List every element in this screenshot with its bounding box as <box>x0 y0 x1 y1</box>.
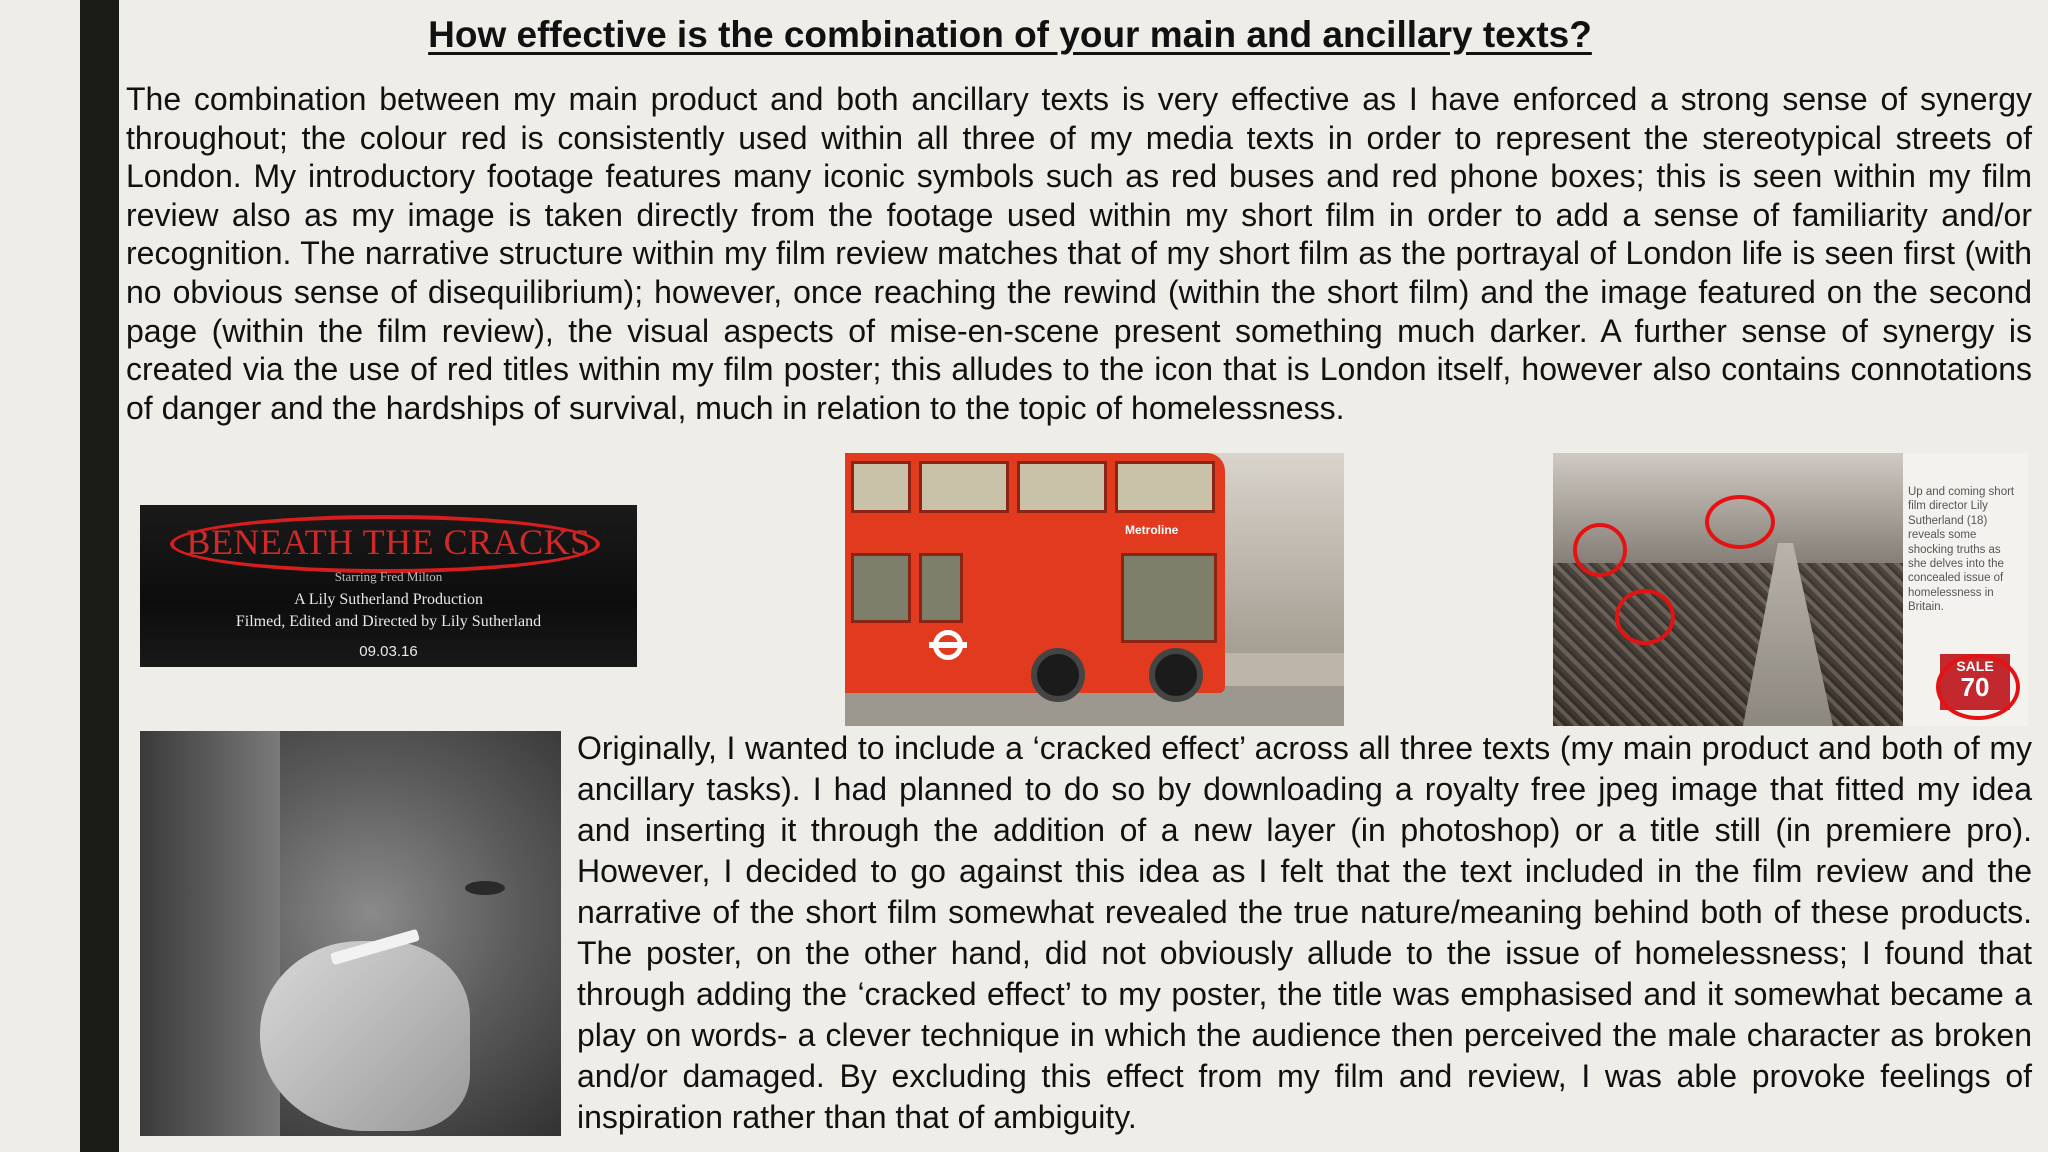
paragraph-synergy: The combination between my main product and both ancillary texts is very effective as I have enforced a strong sense of synergy throughout; the colour red is consistently used within all three of my media texts in order to represent the stereotypical streets of London. My introductory footage features many iconic symbols such as red buses and red phone boxes; this is seen within my film review also as my image is taken directly from the footage used within my short film in order to add a sense of familiarity and/or recognition. The narrative structure within my film review matches that of my short film as the portrayal of London life is seen first (with no obvious sense of disequilibrium); however, once reaching the rewind (within the short film) and the image featured on the second page (within the film review), the visual aspects of mise-en-scene present something much darker. A further sense of synergy is created via the use of red titles within my film poster; this alludes to the icon that is London itself, however also contains connotations of danger and the hardships of survival, much in relation to the topic of homelessness. <box>126 81 2032 426</box>
film-title-text: BENEATH THE CRACKS <box>186 522 591 562</box>
crowd <box>1553 563 1923 726</box>
street-crowd-image <box>1553 453 2028 726</box>
highlight-ring <box>1705 495 1775 549</box>
sale-value: 70 <box>1960 672 1990 702</box>
red-bus-image <box>845 453 1344 726</box>
bus-window <box>851 553 911 623</box>
film-date: 09.03.16 <box>359 643 418 660</box>
bus-wheel <box>1031 648 1085 702</box>
highlight-ring <box>1936 654 2020 720</box>
smoking-portrait-image <box>140 731 561 1136</box>
portrait-shadow <box>140 731 280 1136</box>
portrait-hand <box>260 941 470 1131</box>
bus-wheel <box>1149 648 1203 702</box>
film-starring: Starring Fred Milton <box>334 569 443 584</box>
film-title-still <box>140 505 637 667</box>
highlight-ring <box>170 515 600 573</box>
bus-window <box>919 553 963 623</box>
paragraph-cracked-effect: Originally, I wanted to include a ‘cracked effect’ across all three texts (my main product and both of my ancillary tasks). I had planned to do so by downloading a royalty free jpeg image that fitted my idea and inserting it through the addition of a new layer (in photoshop) or a title still (in premiere pro). However, I decided to go against this idea as I felt that the text included in the film review and the narrative of the short film somewhat revealed the true nature/meaning behind both of these products. The poster, on the other hand, did not obviously allude to the issue of homelessness; I found that through adding the ‘cracked effect’ to my poster, the title was emphasised and it somewhat became a play on words- a clever technique in which the audience then perceived the male character as broken and/or damaged. By excluding this effect from my film and review, I was able provoke feelings of inspiration rather than that of ambiguity. <box>577 730 2032 1135</box>
transport-roundel-icon <box>933 630 963 660</box>
highlight-ring <box>1615 589 1675 645</box>
bus-window <box>1121 553 1217 643</box>
review-caption: Up and coming short film director Lily Sutherland (18) reveals some shocking truths as she delves into the concealed issue of homelessness in Britain. <box>1908 486 2015 614</box>
background-building <box>1204 453 1344 653</box>
bus-destination: Metroline <box>1125 523 1179 537</box>
bus-window <box>1115 461 1215 513</box>
sale-label: SALE <box>1956 658 1994 674</box>
film-production: A Lily Sutherland Production <box>294 591 483 608</box>
bus-window <box>1017 461 1107 513</box>
highlight-ring <box>1573 523 1627 577</box>
film-credits: Filmed, Edited and Directed by Lily Sutherland <box>235 613 542 630</box>
page-title: How effective is the combination of your main and ancillary texts? <box>428 14 1592 55</box>
bus-window <box>919 461 1009 513</box>
bus-window <box>851 461 911 513</box>
left-accent-bar <box>80 0 119 1152</box>
portrait-eye <box>465 881 505 895</box>
